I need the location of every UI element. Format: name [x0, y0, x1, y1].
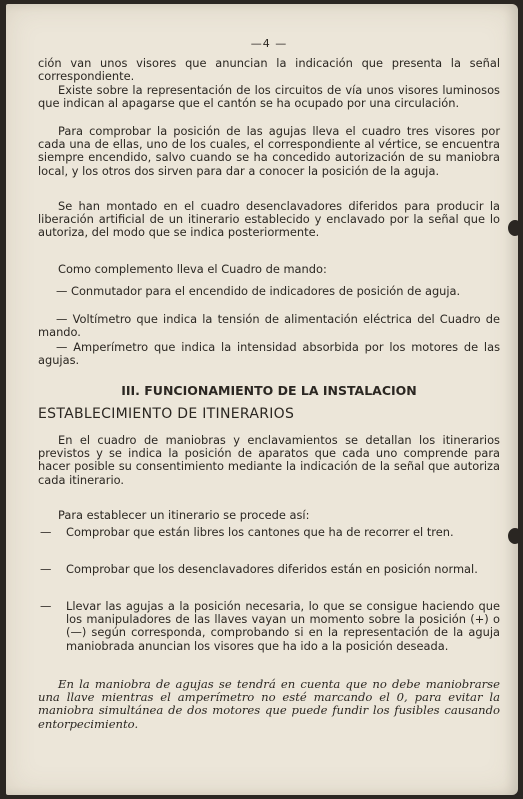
step-dash: — [40, 525, 52, 539]
page-number: —4 — [250, 37, 288, 50]
italic-note: En la maniobra de agujas se tendrá en cuenta que no debe maniobrarse una llave mientras el amperímetro no esté marcando el 0, para evitar la maniobra simultánea de dos motores que puede fundir los fusibles causando entorpecimiento. [38, 677, 500, 731]
step-dash: — [40, 562, 52, 576]
procedure-step [38, 526, 500, 539]
procedure-lead: Para establecer un itinerario se procede así: [58, 508, 310, 522]
complement-item: — Voltímetro que indica la tensión de alimentación eléctrica del Cuadro de mando. [38, 312, 500, 340]
intro-paragraph-2: Existe sobre la representación de los circuitos de vía unos visores luminosos que indican al apagarse que el cantón se ha ocupado por una circulación. [38, 83, 500, 111]
document-page [6, 4, 518, 795]
step-dash: — [40, 599, 52, 613]
complement-item: — Amperímetro que indica la intensidad absorbida por los motores de las agujas. [38, 340, 500, 368]
complement-item: — Conmutador para el encendido de indicadores de posición de aguja. [56, 284, 461, 298]
procedure-step [38, 563, 500, 576]
section-paragraph: En el cuadro de maniobras y enclavamientos se detallan los itinerarios previstos y se indica la posición de aparatos que cada uno comprende para hacer posible su consentimiento mediante la indicación de la señal que autoriza cada itinerario. [38, 433, 500, 487]
step-text: Comprobar que los desenclavadores diferidos están en posición normal. [66, 562, 478, 576]
binding-hole [508, 220, 518, 236]
binding-hole [508, 528, 518, 544]
procedure-step [38, 600, 500, 653]
intro-paragraph-3: Para comprobar la posición de las agujas lleva el cuadro tres visores por cada una de ellas, uno de los cuales, el correspondiente al vértice, se encuentra siempre encendido, salvo cuando se ha concedido autorización de su maniobra local, y los otros dos sirven para dar a conocer la posición de la aguja. [38, 124, 500, 178]
intro-paragraph-4: Se han montado en el cuadro desenclavadores diferidos para producir la liberación artificial de un itinerario establecido y enclavado por la señal que lo autoriza, del modo que se indica posteriormente. [38, 199, 500, 240]
step-text: Comprobar que están libres los cantones que ha de recorrer el tren. [66, 525, 454, 539]
step-text: Llevar las agujas a la posición necesaria, lo que se consigue haciendo que los manipuladores de las llaves vayan un momento sobre la posición (+) o (—) según corresponda, comprobando si en la representación de la aguja maniobrada anuncian los visores que ha ido a la posición deseada. [66, 599, 500, 653]
complement-lead: Como complemento lleva el Cuadro de mando: [58, 262, 327, 276]
intro-paragraph-1: ción van unos visores que anuncian la indicación que presenta la señal correspondiente. [38, 56, 500, 84]
section-heading: III. FUNCIONAMIENTO DE LA INSTALACION [121, 383, 417, 398]
section-subheading: ESTABLECIMIENTO DE ITINERARIOS [38, 406, 295, 422]
